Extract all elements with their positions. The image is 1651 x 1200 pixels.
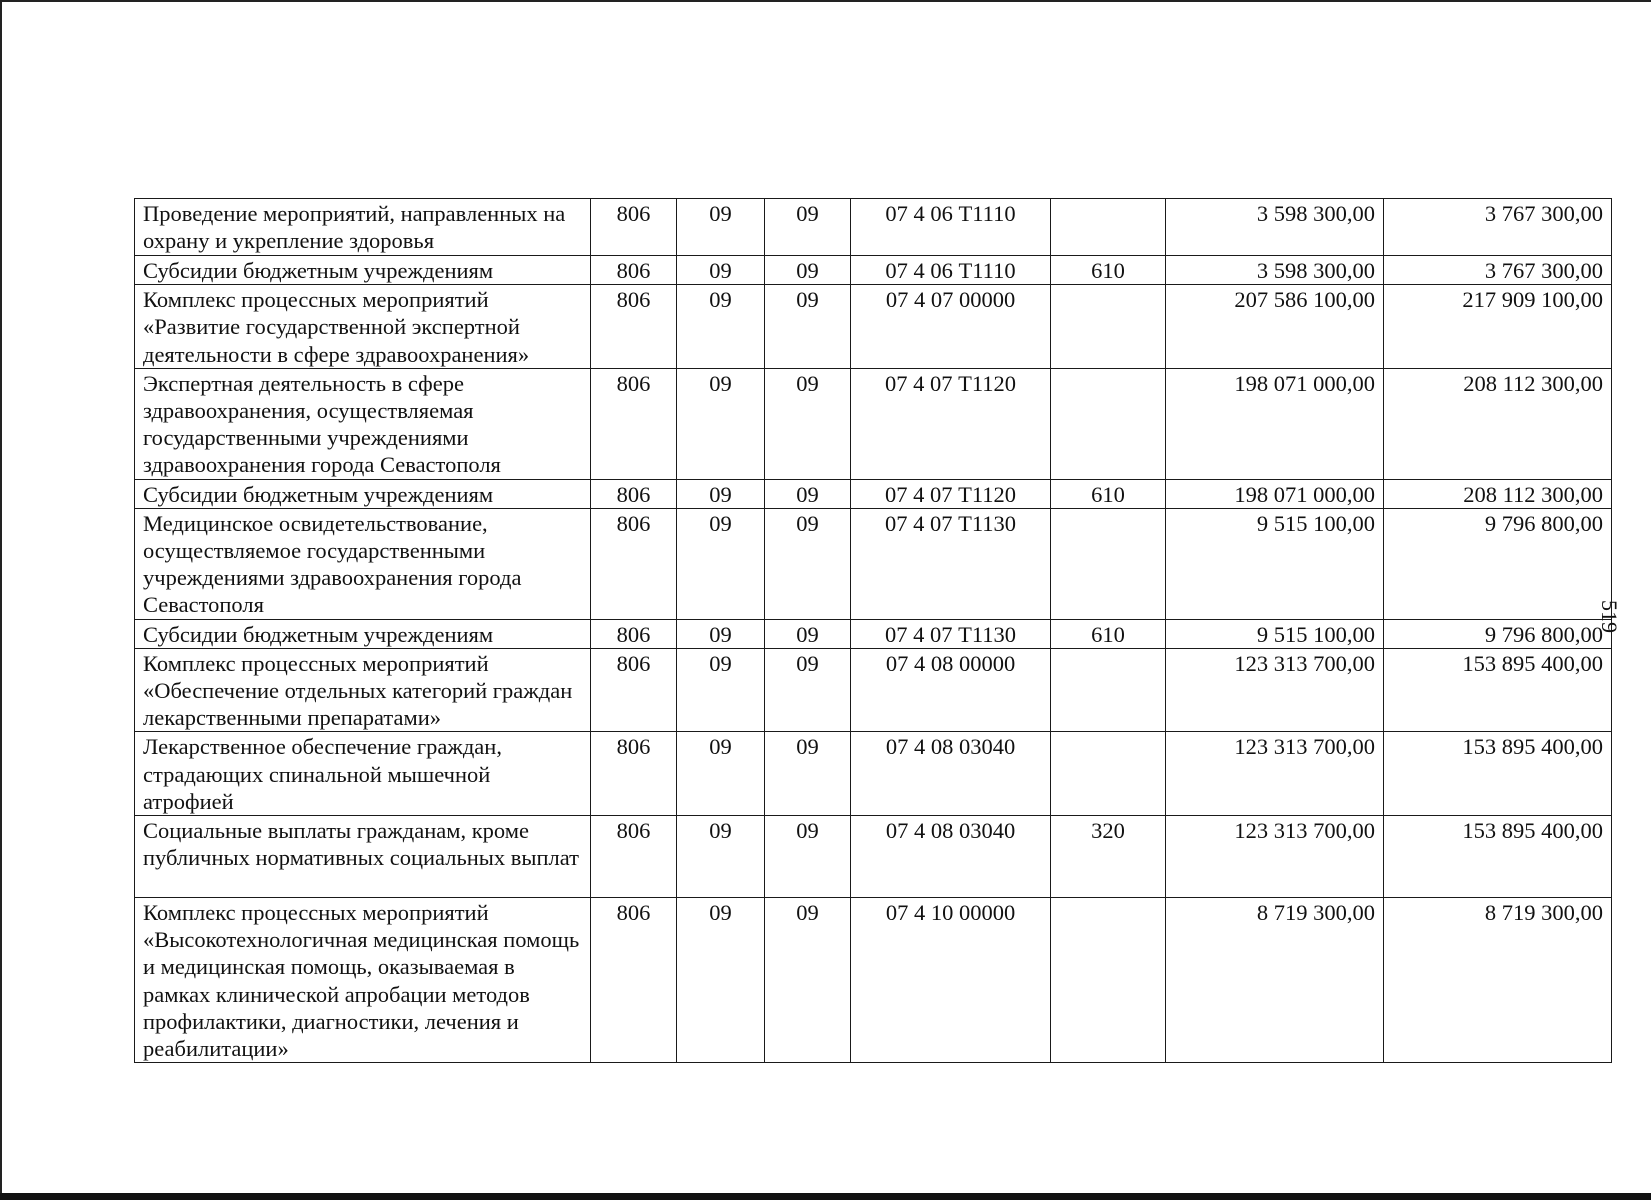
row-pr: 09 — [765, 619, 851, 648]
row-ved: 806 — [591, 479, 677, 508]
row-csr: 07 4 08 03040 — [851, 732, 1051, 816]
row-pr: 09 — [765, 479, 851, 508]
table-row — [135, 368, 1612, 479]
row-csr: 07 4 07 Т1120 — [851, 479, 1051, 508]
scan-edge-top — [0, 0, 1651, 2]
row-pr: 09 — [765, 508, 851, 619]
row-vr — [1051, 199, 1166, 256]
row-name: Субсидии бюджетным учреждениям — [135, 256, 591, 285]
row-rz: 09 — [677, 648, 765, 732]
table-row — [135, 256, 1612, 285]
table-row — [135, 732, 1612, 816]
row-vr: 610 — [1051, 479, 1166, 508]
row-rz: 09 — [677, 732, 765, 816]
row-sum1: 9 515 100,00 — [1166, 508, 1384, 619]
row-csr: 07 4 07 Т1130 — [851, 508, 1051, 619]
row-sum1: 8 719 300,00 — [1166, 898, 1384, 1063]
row-name: Экспертная деятельность в сфере здравоохранения, осуществляемая государственными учреждениями здравоохранения города Севастополя — [135, 368, 591, 479]
row-sum1: 198 071 000,00 — [1166, 368, 1384, 479]
row-vr — [1051, 285, 1166, 369]
row-vr: 320 — [1051, 816, 1166, 898]
row-vr — [1051, 508, 1166, 619]
row-rz: 09 — [677, 368, 765, 479]
row-name: Медицинское освидетельствование, осуществляемое государственными учреждениями здравоохранения города Севастополя — [135, 508, 591, 619]
row-csr: 07 4 06 Т1110 — [851, 199, 1051, 256]
row-name: Субсидии бюджетным учреждениям — [135, 619, 591, 648]
row-sum2: 153 895 400,00 — [1384, 732, 1612, 816]
scan-edge-bottom — [0, 1193, 1651, 1200]
table-row — [135, 479, 1612, 508]
row-rz: 09 — [677, 199, 765, 256]
row-sum1: 9 515 100,00 — [1166, 619, 1384, 648]
page-number: 519 — [1597, 600, 1622, 633]
row-rz: 09 — [677, 619, 765, 648]
row-csr: 07 4 07 Т1120 — [851, 368, 1051, 479]
row-ved: 806 — [591, 648, 677, 732]
row-pr: 09 — [765, 732, 851, 816]
table-row — [135, 199, 1612, 256]
row-pr: 09 — [765, 256, 851, 285]
budget-table — [134, 198, 1612, 1063]
row-sum1: 123 313 700,00 — [1166, 732, 1384, 816]
row-ved: 806 — [591, 619, 677, 648]
row-vr — [1051, 368, 1166, 479]
row-vr — [1051, 898, 1166, 1063]
row-pr: 09 — [765, 648, 851, 732]
row-csr: 07 4 06 Т1110 — [851, 256, 1051, 285]
row-pr: 09 — [765, 816, 851, 898]
row-pr: 09 — [765, 898, 851, 1063]
row-pr: 09 — [765, 199, 851, 256]
row-name: Комплекс процессных мероприятий «Обеспечение отдельных категорий граждан лекарственными препаратами» — [135, 648, 591, 732]
row-csr: 07 4 08 03040 — [851, 816, 1051, 898]
row-name: Лекарственное обеспечение граждан, страдающих спинальной мышечной атрофией — [135, 732, 591, 816]
row-sum2: 8 719 300,00 — [1384, 898, 1612, 1063]
row-sum1: 198 071 000,00 — [1166, 479, 1384, 508]
row-pr: 09 — [765, 368, 851, 479]
row-ved: 806 — [591, 508, 677, 619]
row-csr: 07 4 10 00000 — [851, 898, 1051, 1063]
row-sum1: 207 586 100,00 — [1166, 285, 1384, 369]
row-sum2: 9 796 800,00 — [1384, 508, 1612, 619]
row-ved: 806 — [591, 732, 677, 816]
row-rz: 09 — [677, 285, 765, 369]
row-sum2: 208 112 300,00 — [1384, 479, 1612, 508]
row-rz: 09 — [677, 816, 765, 898]
row-csr: 07 4 07 00000 — [851, 285, 1051, 369]
row-sum1: 3 598 300,00 — [1166, 256, 1384, 285]
row-vr: 610 — [1051, 619, 1166, 648]
row-ved: 806 — [591, 898, 677, 1063]
row-ved: 806 — [591, 368, 677, 479]
table-row — [135, 619, 1612, 648]
row-name: Субсидии бюджетным учреждениям — [135, 479, 591, 508]
row-name: Комплекс процессных мероприятий «Высокотехнологичная медицинская помощь и медицинская помощь, оказываемая в рамках клинической апробации методов профилактики, диагностики, лечения и реабилитации» — [135, 898, 591, 1063]
row-ved: 806 — [591, 816, 677, 898]
row-sum2: 3 767 300,00 — [1384, 199, 1612, 256]
row-vr: 610 — [1051, 256, 1166, 285]
row-ved: 806 — [591, 256, 677, 285]
row-rz: 09 — [677, 479, 765, 508]
scan-edge-left — [0, 0, 2, 1200]
row-sum1: 3 598 300,00 — [1166, 199, 1384, 256]
table-row — [135, 898, 1612, 1063]
row-sum2: 217 909 100,00 — [1384, 285, 1612, 369]
row-csr: 07 4 07 Т1130 — [851, 619, 1051, 648]
row-rz: 09 — [677, 508, 765, 619]
table-body — [135, 199, 1612, 1063]
row-pr: 09 — [765, 285, 851, 369]
row-rz: 09 — [677, 256, 765, 285]
row-name: Комплекс процессных мероприятий «Развитие государственной экспертной деятельности в сфере здравоохранения» — [135, 285, 591, 369]
row-sum2: 3 767 300,00 — [1384, 256, 1612, 285]
row-name: Проведение мероприятий, направленных на охрану и укрепление здоровья — [135, 199, 591, 256]
row-csr: 07 4 08 00000 — [851, 648, 1051, 732]
row-name: Социальные выплаты гражданам, кроме публичных нормативных социальных выплат — [135, 816, 591, 898]
row-rz: 09 — [677, 898, 765, 1063]
table-row — [135, 508, 1612, 619]
row-sum2: 9 796 800,00 — [1384, 619, 1612, 648]
table-row — [135, 648, 1612, 732]
row-vr — [1051, 732, 1166, 816]
row-sum2: 208 112 300,00 — [1384, 368, 1612, 479]
row-ved: 806 — [591, 285, 677, 369]
row-vr — [1051, 648, 1166, 732]
table-row — [135, 816, 1612, 898]
row-sum2: 153 895 400,00 — [1384, 648, 1612, 732]
row-sum1: 123 313 700,00 — [1166, 816, 1384, 898]
row-sum2: 153 895 400,00 — [1384, 816, 1612, 898]
table-row — [135, 285, 1612, 369]
row-ved: 806 — [591, 199, 677, 256]
row-sum1: 123 313 700,00 — [1166, 648, 1384, 732]
